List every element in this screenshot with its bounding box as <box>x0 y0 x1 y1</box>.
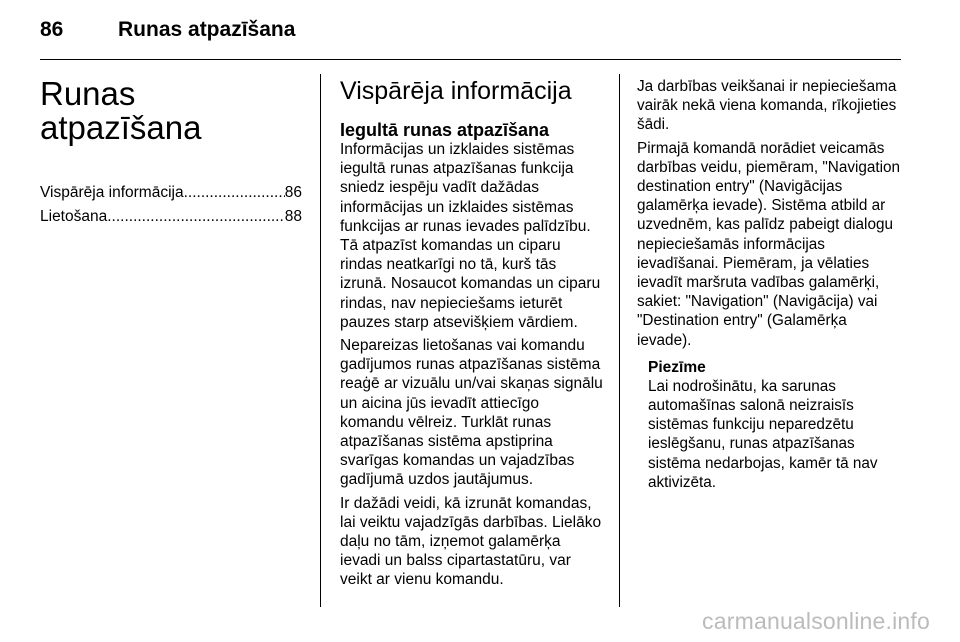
right-column <box>637 74 903 496</box>
body-paragraph: Informācijas un izklaides sistēmas iegultā runas atpazīšanas funkcija sniedz iespēju vadīt dažādas informācijas un izklaides sistēmas funkcijas ar runas ievades palīdzību. Tā atpazīst komandas un ciparu rindas neatkarīgi no tā, kurš tās izrunā. Nosaucot komandas un ciparu rindas, nav nepieciešams ieturēt pauzes starp atsevišķiem vārdiem. <box>340 141 601 331</box>
running-header <box>40 18 295 42</box>
table-of-contents <box>40 181 302 229</box>
note-title: Piezīme <box>648 358 706 376</box>
note-box <box>648 358 903 492</box>
subsection-title: Iegultā runas atpazīšana <box>340 120 550 140</box>
section-title: Vispārēja informācija <box>340 77 572 105</box>
watermark: carmanualsonline.info <box>702 608 930 634</box>
body-paragraph: Nepareizas lietošanas vai komandu gadījumos runas atpazīšanas sistēma reaģē ar vizuālu un/vai skaņas signālu un aicina jūs ievadīt attiecīgo komandu vēlreiz. Turklāt runas atpazīšanas sistēma apstiprina svarīgas komandas un vajadzības gadījumā uzdos jautājumus. <box>340 337 603 489</box>
page-number: 86 <box>40 18 64 41</box>
left-column <box>40 74 302 229</box>
chapter-title: Runas atpazīšana <box>40 75 202 146</box>
header-rule <box>40 59 901 60</box>
column-divider-right <box>619 74 620 607</box>
toc-entry-usage[interactable] <box>40 205 302 229</box>
toc-entry-page: 88 <box>284 208 302 225</box>
toc-leader-dots <box>107 205 285 229</box>
toc-entry-page: 86 <box>284 184 302 201</box>
middle-column <box>340 74 604 594</box>
column-divider-left <box>320 74 321 607</box>
toc-entry-general-info[interactable] <box>40 181 302 205</box>
toc-entry-label: Vispārēja informācija <box>40 184 184 201</box>
toc-leader-dots <box>184 181 285 205</box>
note-text: Lai nodrošinātu, ka sarunas automašīnas salonā neizraisīs sistēmas funkciju neparedzētu ieslēgšanu, runas atpazīšanas sistēma nedarbojas, kamēr tā nav aktivizēta. <box>648 377 878 491</box>
body-paragraph: Ja darbības veikšanai ir nepieciešama vairāk nekā viena komanda, rīkojieties šādi. <box>637 78 897 134</box>
body-paragraph: Pirmajā komandā norādiet veicamās darbības veidu, piemēram, "Navigation destination entry" (Navigācijas galamērķa ievade). Sistēma atbild ar uzvednēm, kas palīdz pabeigt dialogu nepieciešamās informācijas ievadīšanai. Piemēram, ja vēlaties ievadīt maršruta vadības galamērķi, sakiet: "Navigation" (Navigācija) vai "Destination entry" (Galamērķa ievade). <box>637 139 901 349</box>
toc-entry-label: Lietošana <box>40 208 108 225</box>
running-header-title: Runas atpazīšana <box>118 18 296 41</box>
body-paragraph: Ir dažādi veidi, kā izrunāt komandas, lai veiktu vajadzīgās darbības. Lielāko daļu no tām, izņemot galamērķa ievadi un balss cipartastatūru, var veikt ar vienu komandu. <box>340 494 602 589</box>
